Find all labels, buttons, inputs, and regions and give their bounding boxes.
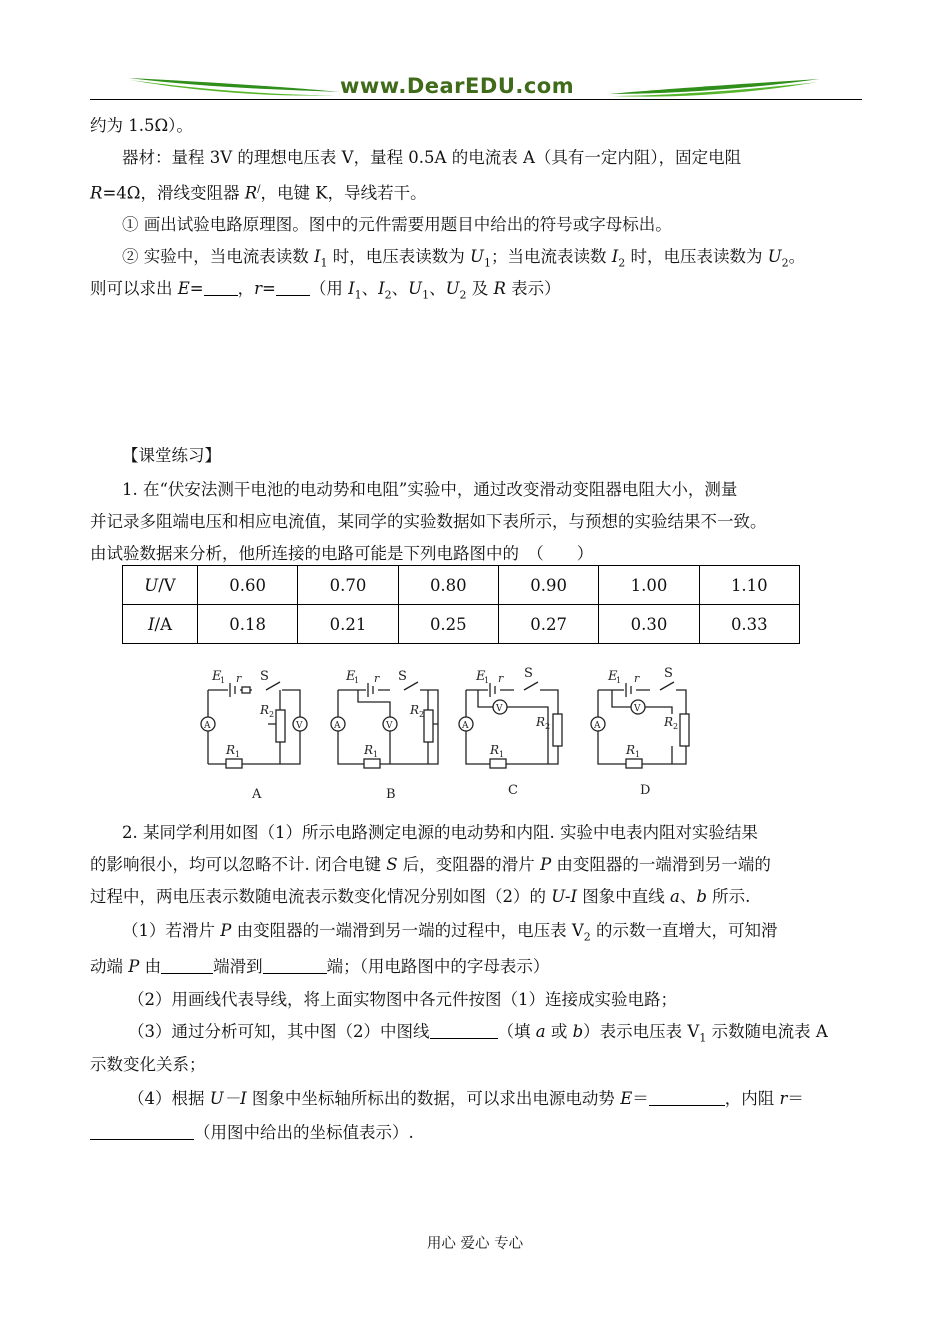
svg-text:R: R xyxy=(260,703,270,717)
svg-text:1: 1 xyxy=(354,676,360,685)
table-cell: 0.60 xyxy=(198,566,298,605)
step2-line: ② 实验中，当电流表读数 $I_1$ 时，电压表读数为 $U_1$；当电流表读数 $I_2$ 时，电压表读数为 $U_2$。 xyxy=(122,247,806,270)
svg-text:2: 2 xyxy=(419,710,425,719)
q2-part4-cont: （用图中给出的坐标值表示）. xyxy=(90,1121,414,1145)
svg-text:S: S xyxy=(260,669,269,684)
table-cell: 0.27 xyxy=(498,605,598,644)
svg-text:E: E xyxy=(346,669,356,684)
table-header-u: U/V xyxy=(123,566,198,605)
svg-text:A: A xyxy=(204,721,211,731)
svg-text:R: R xyxy=(626,743,636,757)
table-cell: 0.80 xyxy=(398,566,498,605)
answer-blank-E[interactable] xyxy=(204,279,238,296)
answer-blank-line[interactable] xyxy=(430,1022,498,1039)
svg-text:R: R xyxy=(364,743,374,757)
table-cell: 0.18 xyxy=(198,605,298,644)
svg-text:V: V xyxy=(496,704,503,714)
table-header-i: I/A xyxy=(123,605,198,644)
svg-text:1: 1 xyxy=(373,750,379,759)
svg-text:r: r xyxy=(634,672,640,685)
circuit-label-b: B xyxy=(386,787,396,802)
svg-text:R: R xyxy=(664,715,674,729)
q2-line3: 过程中，两电压表示数随电流表示数变化情况分别如图（2）的 U-I 图象中直线 a、b 所示. xyxy=(90,887,751,906)
q1-line1: 1. 在“伏安法测干电池的电动势和电阻”实验中，通过改变滑动变阻器电阻大小，测量 xyxy=(122,480,738,499)
table-cell: 0.25 xyxy=(398,605,498,644)
svg-text:V: V xyxy=(296,721,303,731)
svg-text:S: S xyxy=(524,666,533,681)
circuit-label-d: D xyxy=(640,783,651,798)
svg-text:R: R xyxy=(490,743,500,757)
svg-text:V: V xyxy=(386,721,393,731)
answer-blank-resistance[interactable] xyxy=(90,1123,194,1140)
circuit-label-c: C xyxy=(508,783,518,798)
q2-part3-cont: 示数变化关系； xyxy=(90,1055,206,1074)
svg-text:S: S xyxy=(398,669,407,684)
svg-text:r: r xyxy=(236,672,242,685)
answer-blank-to[interactable] xyxy=(263,957,327,974)
svg-text:1: 1 xyxy=(235,750,241,759)
table-cell: 0.70 xyxy=(298,566,398,605)
circuit-a-E: E xyxy=(212,669,222,684)
circuit-b xyxy=(331,669,438,802)
circuit-diagrams xyxy=(190,662,710,802)
q2-part4: （4）根据 U－I 图象中坐标轴所标出的数据，可以求出电源电动势 E＝ ，内阻 r＝ xyxy=(128,1089,804,1108)
q2-part3: （3）通过分析可知，其中图（2）中图线 （填 a 或 b）表示电压表 $V_1$ 示数随电流表 A xyxy=(128,1022,828,1045)
svg-text:1: 1 xyxy=(499,750,505,759)
table-cell: 1.10 xyxy=(699,566,799,605)
swoosh-left xyxy=(128,78,340,92)
table-cell: 1.00 xyxy=(599,566,699,605)
circuit-label-a: A xyxy=(252,787,262,802)
svg-text:r: r xyxy=(498,672,504,685)
table-cell: 0.21 xyxy=(298,605,398,644)
intro-line0: 约为 1.5Ω）。 xyxy=(90,116,193,135)
svg-text:A: A xyxy=(594,721,601,731)
svg-text:1: 1 xyxy=(484,676,490,685)
q2-line1: 2. 某同学利用如图（1）所示电路测定电源的电动势和内阻. 实验中电表内阻对实验结果 xyxy=(122,823,758,842)
answer-blank-emf[interactable] xyxy=(649,1089,725,1106)
svg-text:2: 2 xyxy=(269,710,275,719)
data-table xyxy=(122,565,800,644)
circuit-d xyxy=(591,666,689,798)
q2-part1-cont: 动端 P 由 端滑到 端；（用电路图中的字母表示） xyxy=(90,957,550,976)
swoosh-left-lower xyxy=(130,80,338,96)
svg-text:S: S xyxy=(664,666,673,681)
svg-text:A: A xyxy=(462,721,469,731)
q2-part2: （2）用画线代表导线，将上面实物图中各元件按图（1）连接成实验电路； xyxy=(128,990,677,1009)
page-footer: 用心 爱心 专心 xyxy=(426,1236,524,1252)
step3-line: 则可以求出 E= ，r= （用 $I_1$、$I_2$、$U_1$、$U_2$ 及 R 表示） xyxy=(90,279,561,302)
svg-text:R: R xyxy=(226,743,236,757)
svg-text:1: 1 xyxy=(635,750,641,759)
q1-line3: 由试验数据来分析，他所连接的电路可能是下列电路图中的 （ ） xyxy=(90,544,594,563)
practice-title: 【课堂练习】 xyxy=(122,446,221,465)
table-cell: 0.33 xyxy=(699,605,799,644)
q2-line2: 的影响很小，均可以忽略不计. 闭合电键 S 后，变阻器的滑片 P 由变阻器的一端滑到另一端的 xyxy=(90,855,771,874)
table-cell: 0.90 xyxy=(498,566,598,605)
equipment-line2: R=4Ω，滑线变阻器 R/，电键 K，导线若干。 xyxy=(90,183,427,203)
step1-line: ① 画出试验电路原理图。图中的元件需要用题目中给出的符号或字母标出。 xyxy=(122,215,672,234)
svg-text:2: 2 xyxy=(545,722,551,731)
table-cell: 0.30 xyxy=(599,605,699,644)
answer-blank-from[interactable] xyxy=(161,957,213,974)
circuit-c xyxy=(459,666,562,798)
svg-text:R: R xyxy=(410,703,420,717)
answer-blank-r[interactable] xyxy=(276,279,310,296)
svg-text:2: 2 xyxy=(673,722,679,731)
svg-text:E: E xyxy=(476,669,486,684)
svg-text:V: V xyxy=(634,704,641,714)
table-row-u xyxy=(123,566,800,605)
svg-text:A: A xyxy=(334,721,341,731)
q2-part1: （1）若滑片 P 由变阻器的一端滑到另一端的过程中，电压表 $V_2$ 的示数一直增大，可知滑 xyxy=(122,921,778,944)
equipment-line1: 器材：量程 3V 的理想电压表 V，量程 0.5A 的电流表 A（具有一定内阻），固定电阻 xyxy=(122,148,742,167)
svg-text:r: r xyxy=(374,672,380,685)
svg-text:1: 1 xyxy=(616,676,622,685)
table-row-i xyxy=(123,605,800,644)
site-logo-text[interactable]: www.DearEDU.com xyxy=(340,74,575,98)
svg-text:1: 1 xyxy=(220,676,226,685)
circuit-a xyxy=(201,669,307,802)
header-rule xyxy=(90,99,862,100)
svg-text:E: E xyxy=(608,669,618,684)
svg-text:R: R xyxy=(536,715,546,729)
q1-line2: 并记录多阻端电压和相应电流值，某同学的实验数据如下表所示，与预想的实验结果不一致。 xyxy=(90,512,767,531)
